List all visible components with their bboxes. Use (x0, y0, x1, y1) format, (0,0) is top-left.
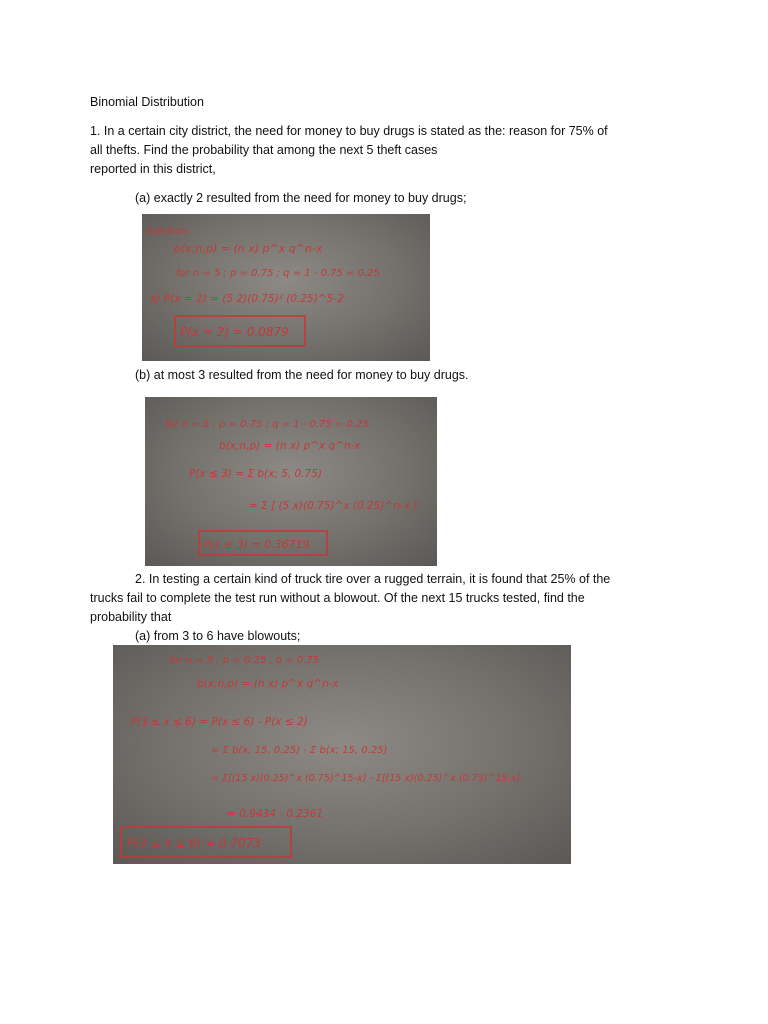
q1-line-2: all thefts. Find the probability that among the next 5 theft cases (90, 143, 438, 157)
photo-a-line-3: for n = 5 ; p = 0.75 ; q = 1 - 0.75 = 0.25 (176, 268, 380, 279)
photo-a-line-1: Solution: (146, 226, 191, 237)
photo-b-answer: P(x ≤ 3) = 0.36719 (203, 538, 310, 551)
q1-line-3: reported in this district, (90, 162, 216, 176)
photo-b-line-1: for n = 5 ; p = 0.75 ; q = 1 - 0.75 = 0.25 (165, 419, 369, 430)
q2-part-a: (a) from 3 to 6 have blowouts; (135, 629, 301, 643)
q2-line-2: trucks fail to complete the test run without a blowout. Of the next 15 trucks tested, find the (90, 591, 585, 605)
doc-title: Binomial Distribution (90, 95, 204, 109)
photo-c-line-5: = Σ[(15 x)(0.25)^x (0.75)^15-x] - Σ[(15 x)(0.25)^x (0.75)^15-x] (211, 773, 521, 784)
photo-c-line-4: = Σ b(x; 15, 0.25) - Σ b(x; 15, 0.25) (211, 745, 388, 756)
photo-b-line-2: b(x;n,p) = (n x) p^x q^n-x (219, 440, 361, 452)
photo-a-answer: P(x = 2) = 0.0879 (180, 325, 289, 339)
handwritten-solution-photo-c (113, 645, 571, 864)
photo-a-line-4: a) P(x = 2) = (5 2)(0.75)² (0.25)^5-2 (150, 293, 344, 305)
q1-line-1: 1. In a certain city district, the need for money to buy drugs is stated as the: reason for 75% of (90, 124, 608, 138)
photo-c-line-1: for n = 5 , p = 0.25 , q = 0.75 (169, 655, 320, 666)
photo-c-answer: P(3 ≤ x ≤ 6) = 0.7073 (127, 836, 262, 850)
photo-b-line-3: P(x ≤ 3) = Σ b(x; 5, 0.75) (189, 468, 323, 480)
q2-line-3: probability that (90, 610, 172, 624)
photo-a-line-2: b(x;n,p) = (n x) p^x q^n-x (174, 242, 323, 255)
q1-part-a: (a) exactly 2 resulted from the need for money to buy drugs; (135, 191, 467, 205)
handwritten-solution-photo-a (142, 214, 430, 361)
q1-part-b: (b) at most 3 resulted from the need for money to buy drugs. (135, 368, 469, 382)
photo-c-line-6: = 0.9434 - 0.2361 (227, 808, 324, 820)
photo-c-line-3: P(3 ≤ x ≤ 6) = P(x ≤ 6) - P(x ≤ 2) (131, 716, 308, 728)
photo-b-line-4: = Σ [ (5 x)(0.75)^x (0.25)^n-x ] (249, 500, 418, 512)
q2-line-1: 2. In testing a certain kind of truck tire over a rugged terrain, it is found that 25% of the (135, 572, 611, 586)
handwritten-solution-photo-b (145, 397, 437, 566)
photo-c-line-2: b(x;n,p) = (n x) p^x q^n-x (197, 678, 339, 690)
